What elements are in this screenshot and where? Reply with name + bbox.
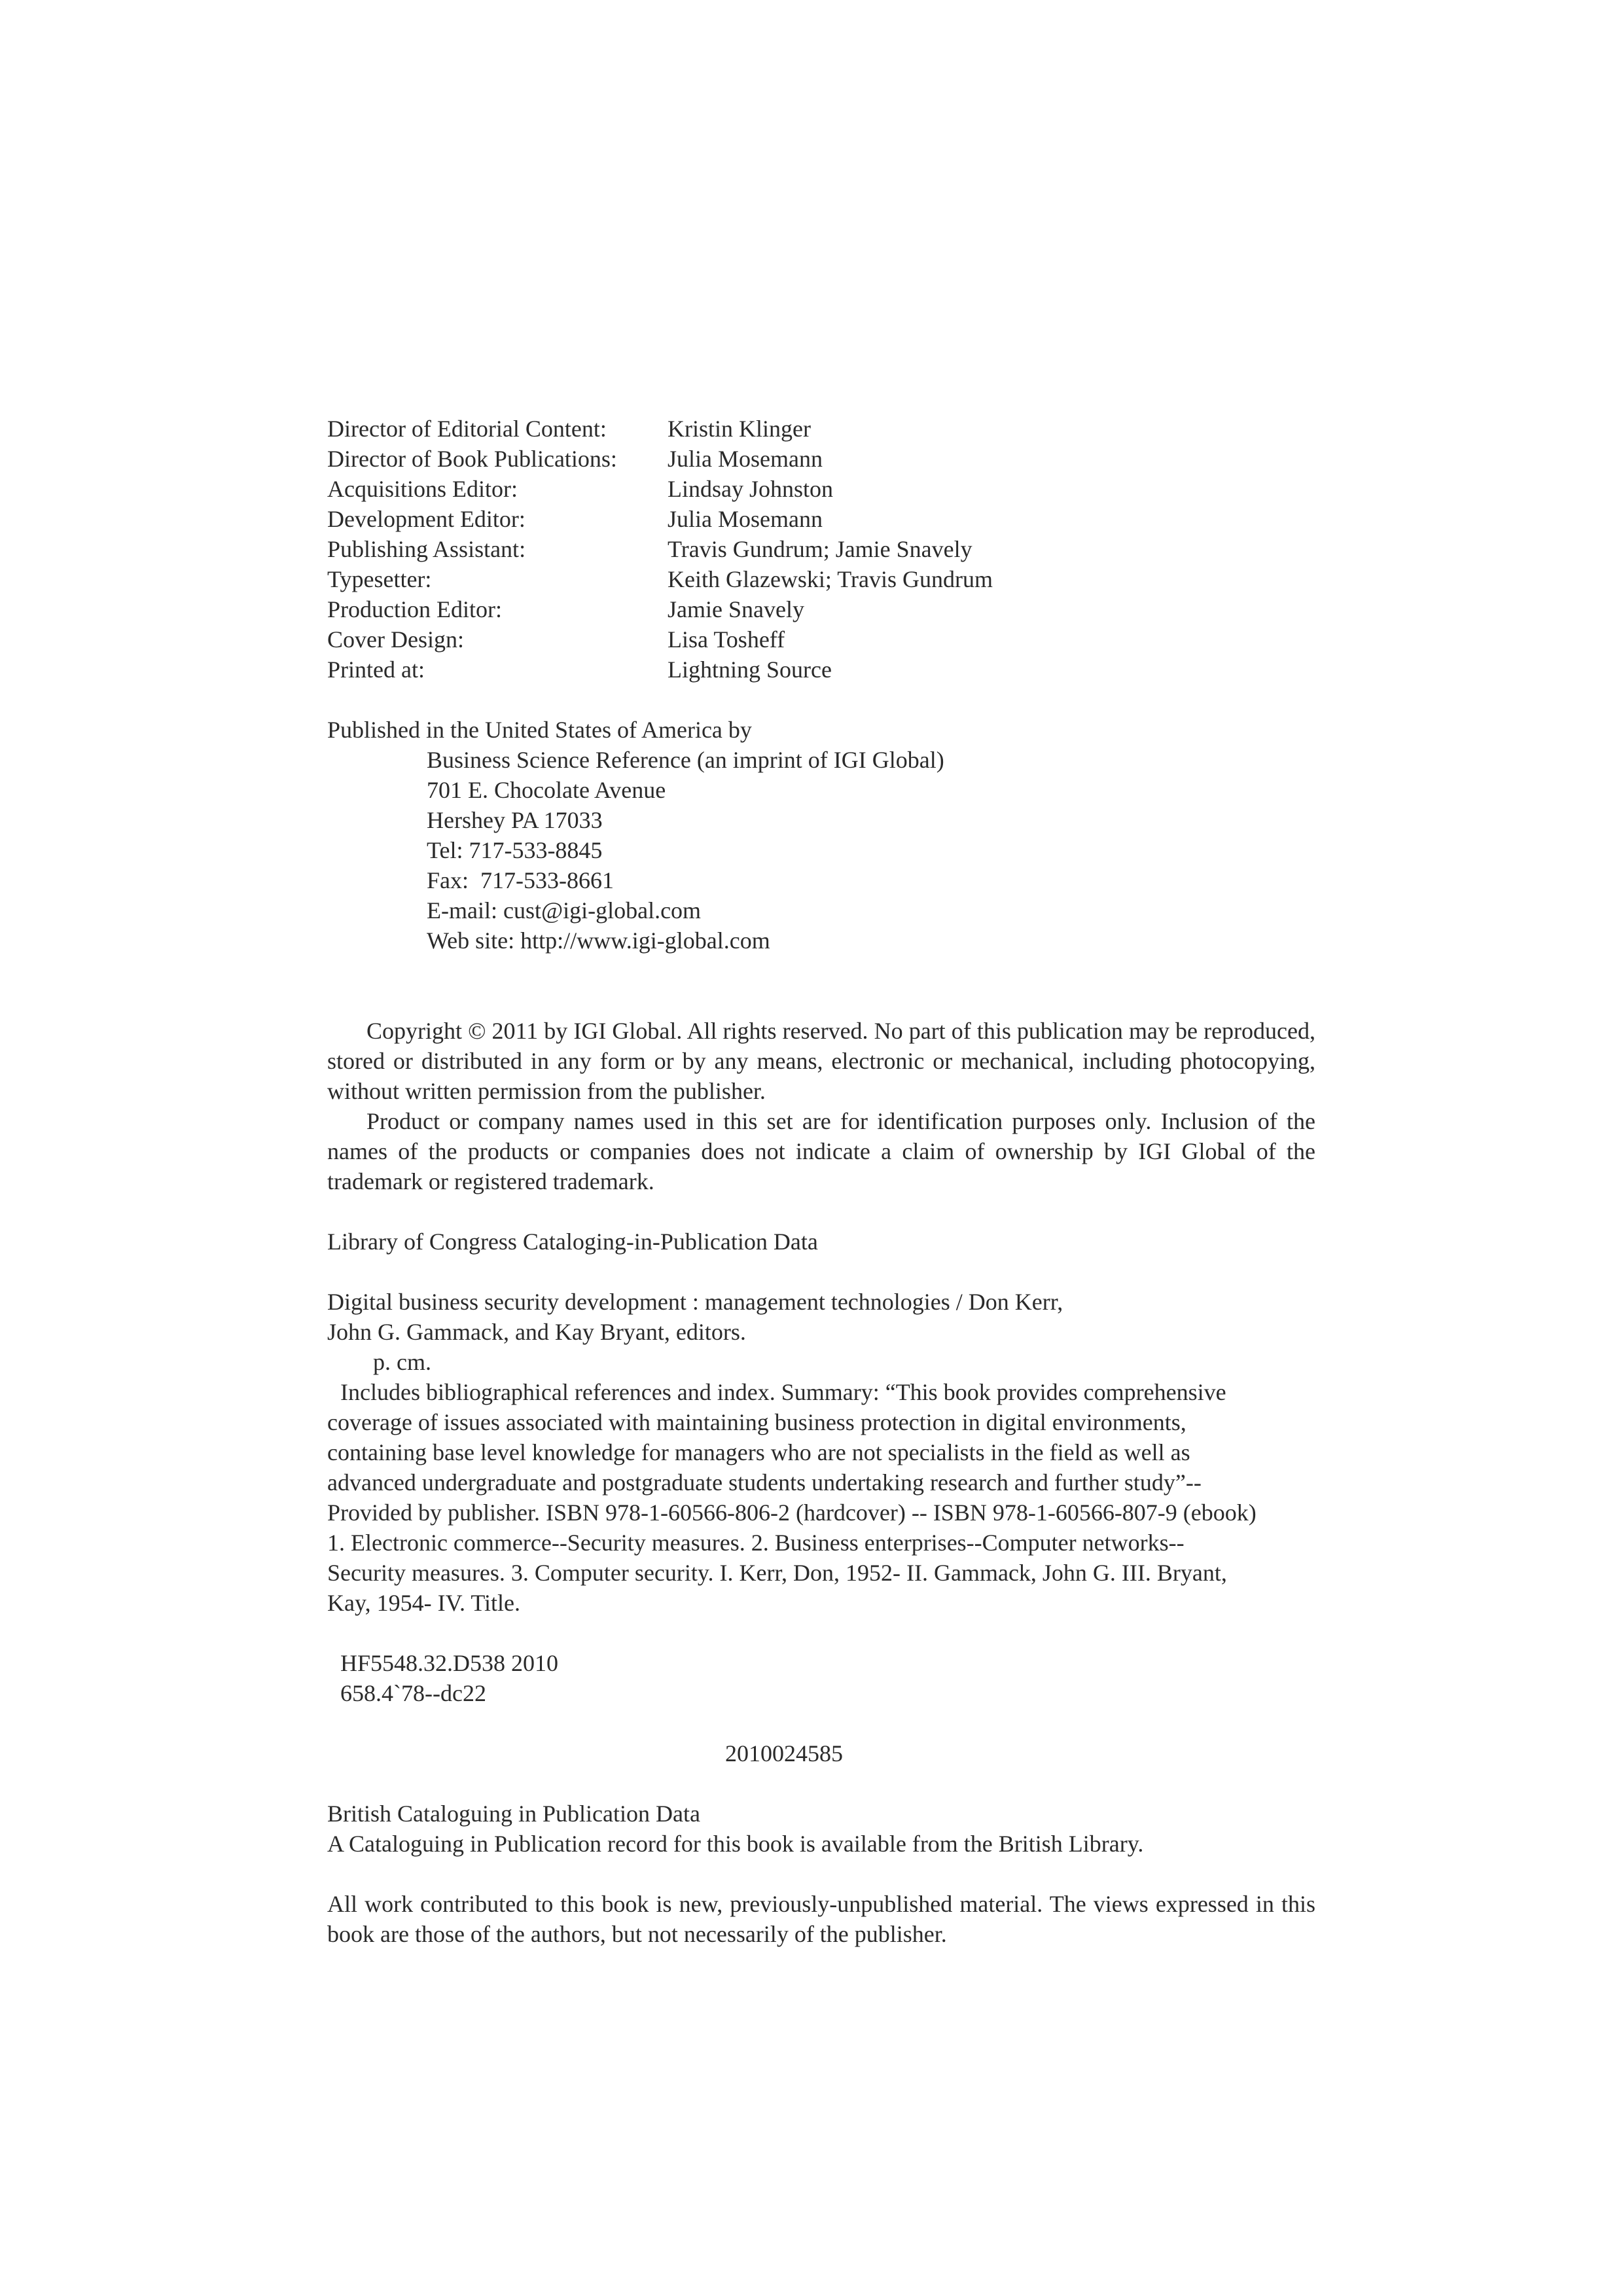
- staff-name: Jamie Snavely: [668, 596, 804, 622]
- publisher-info: [327, 715, 1315, 956]
- staff-name: Julia Mosemann: [668, 506, 823, 532]
- cip-summary-line: Kay, 1954- IV. Title.: [327, 1590, 521, 1616]
- cip-summary-line: containing base level knowledge for managers who are not specialists in the field as well as: [327, 1439, 1190, 1465]
- staff-role: Typesetter:: [327, 566, 432, 592]
- cip-lccn: 2010024585: [725, 1740, 843, 1767]
- staff-role: Development Editor:: [327, 506, 526, 532]
- cip-title-line: John G. Gammack, and Kay Bryant, editors.: [327, 1319, 746, 1345]
- staff-role: Production Editor:: [327, 596, 502, 622]
- staff-role: Printed at:: [327, 656, 425, 683]
- cip-summary-line: advanced undergraduate and postgraduate students undertaking research and further study”--: [327, 1469, 1202, 1496]
- british-cip: [327, 1799, 1315, 1859]
- copyright-page: [327, 414, 1315, 1949]
- staff-row: [327, 624, 1315, 655]
- cip-title-line: Digital business security development : management technologies / Don Kerr,: [327, 1289, 1063, 1315]
- staff-name: Julia Mosemann: [668, 446, 823, 472]
- british-cip-heading: British Cataloguing in Publication Data: [327, 1801, 700, 1827]
- cip-summary-line: Provided by publisher. ISBN 978-1-60566-806-2 (hardcover) -- ISBN 978-1-60566-807-9 (ebook): [327, 1499, 1257, 1526]
- staff-row: [327, 594, 1315, 624]
- cip-heading: Library of Congress Cataloging-in-Publication Data: [327, 1229, 818, 1255]
- staff-name: Travis Gundrum; Jamie Snavely: [668, 536, 972, 562]
- staff-row: [327, 504, 1315, 534]
- cip-classification: HF5548.32.D538 2010: [340, 1650, 559, 1676]
- cip-classification: 658.4`78--dc22: [340, 1680, 486, 1706]
- publisher-fax: Fax: 717-533-8661: [427, 867, 614, 893]
- staff-row: [327, 474, 1315, 504]
- staff-role: Acquisitions Editor:: [327, 476, 518, 502]
- publisher-street: 701 E. Chocolate Avenue: [427, 777, 666, 803]
- cip-summary-line: coverage of issues associated with maintaining business protection in digital environments,: [327, 1409, 1186, 1435]
- copyright-notice: [327, 1016, 1315, 1196]
- publisher-intro: Published in the United States of America by: [327, 717, 752, 743]
- staff-name: Kristin Klinger: [668, 416, 811, 442]
- staff-row: [327, 534, 1315, 564]
- staff-role: Director of Editorial Content:: [327, 416, 607, 442]
- loc-cip: [327, 1227, 1315, 1768]
- staff-name: Keith Glazewski; Travis Gundrum: [668, 566, 993, 592]
- staff-name: Lisa Tosheff: [668, 626, 785, 653]
- staff-name: Lindsay Johnston: [668, 476, 834, 502]
- staff-row: [327, 444, 1315, 474]
- staff-role: Director of Book Publications:: [327, 446, 617, 472]
- british-cip-text: A Cataloguing in Publication record for this book is available from the British Library.: [327, 1831, 1144, 1857]
- publisher-website: Web site: http://www.igi-global.com: [427, 927, 770, 954]
- publisher-address: [327, 745, 1315, 956]
- staff-row: [327, 564, 1315, 594]
- staff-credits: [327, 414, 1315, 685]
- staff-row: [327, 655, 1315, 685]
- publisher-city: Hershey PA 17033: [427, 807, 603, 833]
- cip-summary-line: 1. Electronic commerce--Security measures. 2. Business enterprises--Computer networks--: [327, 1530, 1185, 1556]
- cip-pcm: p. cm.: [373, 1349, 431, 1375]
- staff-role: Publishing Assistant:: [327, 536, 526, 562]
- cip-summary-line: Security measures. 3. Computer security. I. Kerr, Don, 1952- II. Gammack, John G. III. Bryant,: [327, 1560, 1227, 1586]
- trademark-paragraph: Product or company names used in this set are for identification purposes only. Inclusion of the names of the products or companies does not indicate a claim of ownership by IGI Global of the trademark or registered trademark.: [327, 1108, 1315, 1194]
- copyright-paragraph: Copyright © 2011 by IGI Global. All rights reserved. No part of this publication may be reproduced, stored or distributed in any form or by any means, electronic or mechanical, including photocopying, without written permission from the publisher.: [327, 1018, 1315, 1104]
- cip-summary-line: Includes bibliographical references and index. Summary: “This book provides comprehensive: [340, 1379, 1226, 1405]
- publisher-tel: Tel: 717-533-8845: [427, 837, 603, 863]
- staff-role: Cover Design:: [327, 626, 464, 653]
- publisher-email: E-mail: cust@igi-global.com: [427, 897, 702, 924]
- staff-name: Lightning Source: [668, 656, 832, 683]
- staff-row: [327, 414, 1315, 444]
- disclaimer: All work contributed to this book is new, previously-unpublished material. The views expressed in this book are those of the authors, but not necessarily of the publisher.: [327, 1891, 1315, 1947]
- publisher-name: Business Science Reference (an imprint of IGI Global): [427, 747, 944, 773]
